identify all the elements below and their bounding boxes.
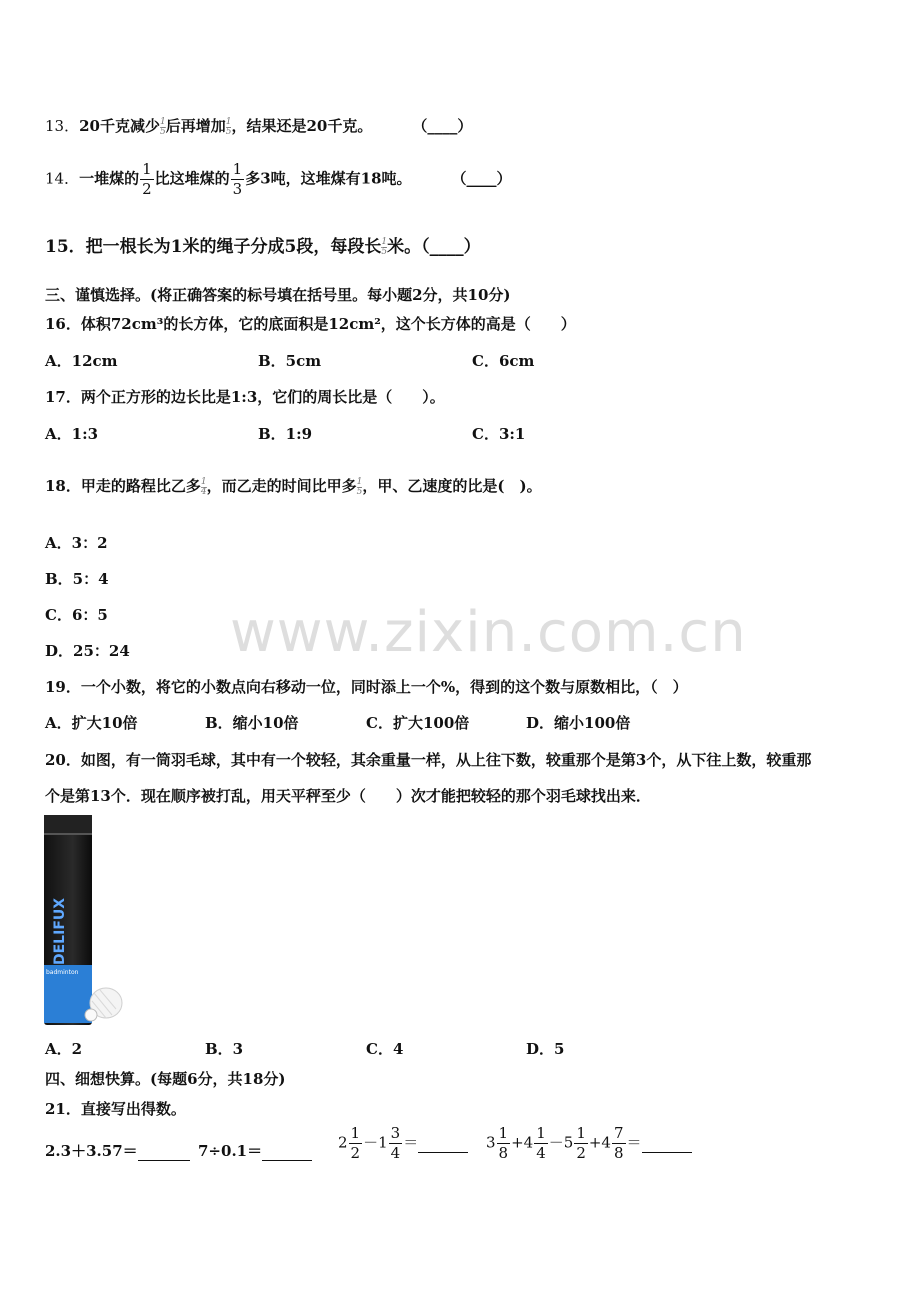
question-15 (45, 232, 481, 257)
q14-text-b: 比这堆煤的 (154, 169, 230, 188)
q13-fraction-2: $\frac{1}{5}$ (225, 116, 232, 137)
q17-option-c[interactable]: C．3:1 (472, 425, 526, 443)
q21-blank-4[interactable] (642, 1134, 692, 1153)
question-20-line-2: 个是第13个．现在顺序被打乱，用天平秤至少（ ）次才能把较轻的那个羽毛球找出来． (45, 787, 651, 805)
q20-option-a[interactable]: A．2 (45, 1040, 83, 1058)
q20-option-d[interactable]: D．5 (526, 1040, 565, 1058)
q18-text-b: ，而乙走的时间比甲多 (206, 477, 357, 495)
q19-option-d[interactable]: D．缩小100倍 (526, 714, 631, 732)
q21-expression-1: 2.3＋3.57＝ (45, 1140, 190, 1161)
q16-option-a[interactable]: A．12cm (45, 352, 118, 370)
section-4-heading: 四、细想快算。(每题6分，共18分) (45, 1070, 286, 1088)
q14-answer-paren[interactable]: （____） (451, 169, 512, 188)
q21-expression-2: 7÷0.1＝ (198, 1140, 312, 1161)
q14-text-c: 多3吨，这堆煤有18吨。 (245, 169, 412, 188)
q18-option-a[interactable]: A．3：2 (45, 534, 108, 552)
q13-fraction-1: $\frac{1}{5}$ (159, 116, 166, 137)
q20-option-b[interactable]: B．3 (205, 1040, 244, 1058)
q21-blank-2[interactable] (262, 1142, 312, 1161)
q17-option-a[interactable]: A．1:3 (45, 425, 99, 443)
q17-option-b[interactable]: B．1:9 (258, 425, 313, 443)
q14-fraction-2: $\frac{1}{3}$ (232, 160, 243, 198)
section-3-heading: 三、谨慎选择。(将正确答案的标号填在括号里。每小题2分，共10分) (45, 286, 511, 304)
question-19: 19．一个小数，将它的小数点向右移动一位，同时添上一个%，得到的这个数与原数相比，（ ） (45, 678, 688, 696)
q21-blank-3[interactable] (418, 1134, 468, 1153)
q15-fraction: $\frac{1}{5}$ (381, 237, 388, 257)
q13-text-c: ，结果还是20千克。 (231, 117, 373, 135)
q13-text-a: 20千克减少 (79, 117, 160, 135)
q18-option-b[interactable]: B．5：4 (45, 570, 109, 588)
watermark: www.zixin.com.cn (230, 600, 747, 665)
question-20-line-1: 20．如图，有一筒羽毛球，其中有一个较轻，其余重量一样，从上往下数，较重那个是第3个，从下往上数，较重那 (45, 751, 812, 769)
q14-number: 14． (45, 169, 80, 188)
q18-option-c[interactable]: C．6：5 (45, 606, 108, 624)
q13-number: 13． (45, 117, 80, 135)
tube-band-label: badminton (46, 969, 79, 976)
q21-blank-1[interactable] (138, 1142, 190, 1161)
q14-text-a: 一堆煤的 (79, 169, 140, 188)
q21-expression-3: 2 $\frac{1}{2}$ －1 $\frac{3}{4}$ ＝ (338, 1126, 468, 1161)
q14-fraction-1: $\frac{1}{2}$ (142, 160, 152, 198)
tube-brand-logo: DELIFUX (52, 897, 68, 965)
q15-number: 15． (45, 237, 86, 257)
question-13 (45, 115, 472, 137)
q21-expression-4: 3 $\frac{1}{8}$ +4 $\frac{1}{4}$ －5 $\frac{1}{2}$ +4 $\frac{7}{8}$ ＝ (486, 1126, 692, 1161)
tube-cap (44, 815, 92, 835)
q18-number: 18． (45, 477, 81, 495)
q13-answer-paren[interactable]: （____） (412, 117, 473, 135)
q20-option-c[interactable]: C．4 (366, 1040, 404, 1058)
question-17: 17．两个正方形的边长比是1:3，它们的周长比是（ ）。 (45, 388, 445, 406)
q16-option-b[interactable]: B．5cm (258, 352, 322, 370)
q18-fraction-2: $\frac{1}{5}$ (356, 476, 363, 497)
question-18 (45, 475, 542, 497)
shuttlecock-icon (82, 985, 124, 1023)
question-14 (45, 162, 512, 197)
question-21: 21．直接写出得数。 (45, 1100, 186, 1118)
q19-option-a[interactable]: A．扩大10倍 (45, 714, 138, 732)
question-16: 16．体积72cm³的长方体，它的底面积是12cm²，这个长方体的高是（ ） (45, 315, 576, 333)
q15-text-b: 米。（____） (387, 237, 481, 257)
q19-option-b[interactable]: B．缩小10倍 (205, 714, 299, 732)
q19-option-c[interactable]: C．扩大100倍 (366, 714, 470, 732)
q18-option-d[interactable]: D．25：24 (45, 642, 130, 660)
q13-text-b: 后再增加 (165, 117, 226, 135)
q18-text-c: ，甲、乙速度的比是( )。 (362, 477, 542, 495)
q18-fraction-1: $\frac{1}{4}$ (200, 476, 207, 497)
q16-option-c[interactable]: C．6cm (472, 352, 535, 370)
q18-text-a: 甲走的路程比乙多 (80, 477, 201, 495)
q15-text-a: 把一根长为1米的绳子分成5段，每段长 (85, 237, 382, 257)
